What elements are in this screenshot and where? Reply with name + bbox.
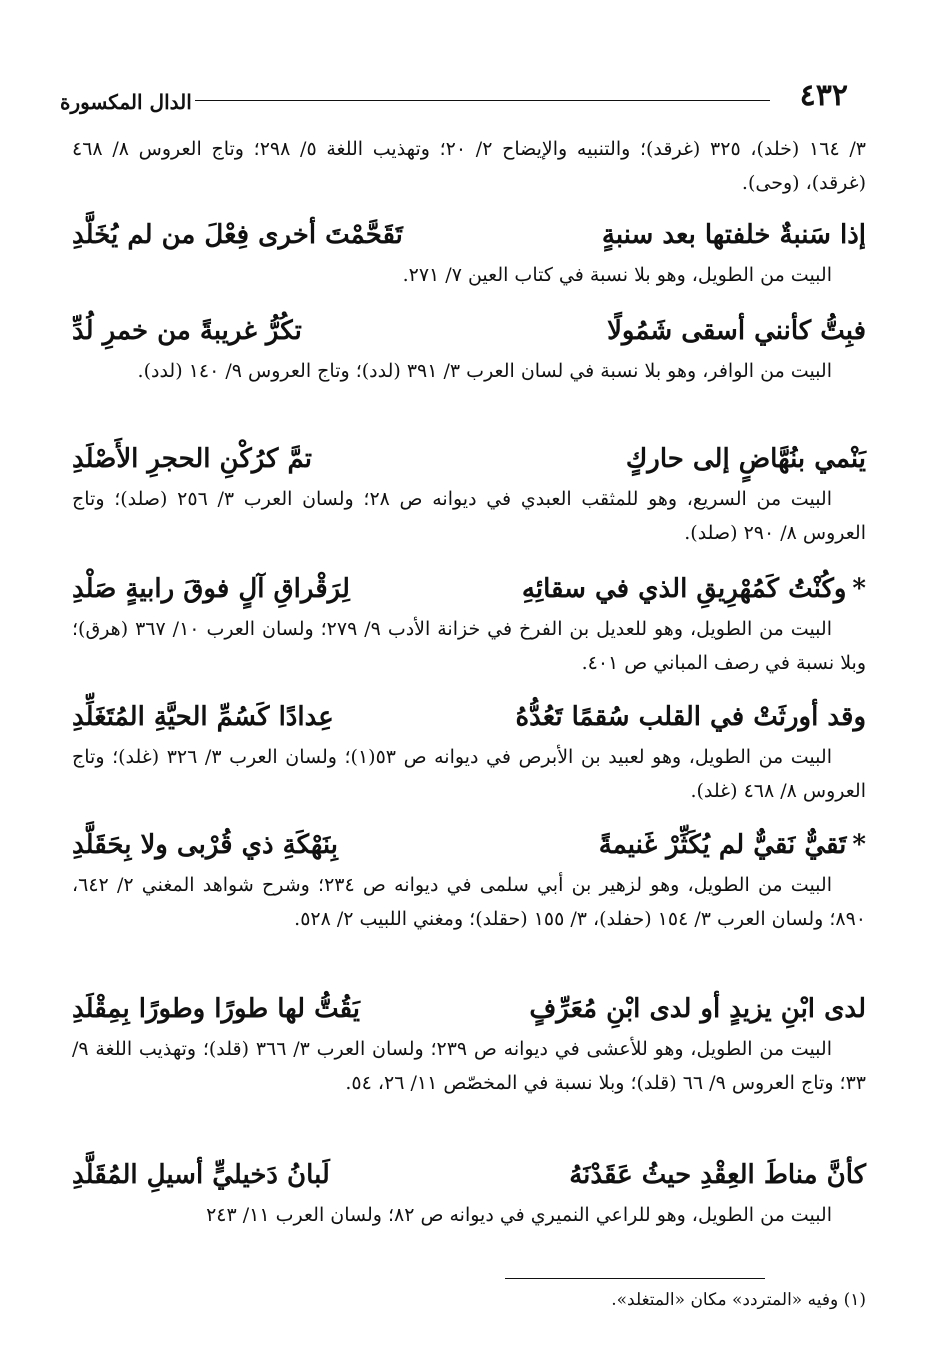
page-header xyxy=(60,78,860,122)
verse-line xyxy=(72,830,866,860)
verse-line xyxy=(72,574,866,604)
verse-entry-3 xyxy=(72,444,866,550)
verse-first-hemistich-text: وكُنْتُ كَمُهْرِيقِ الذي في سقائِهِ xyxy=(521,574,847,604)
page-number: ٤٣٢ xyxy=(799,78,848,113)
verse-line xyxy=(72,444,866,474)
verse-first-hemistich: إذا سَنبةٌ خلفتها بعد سنبةٍ xyxy=(601,220,866,250)
verse-first-hemistich xyxy=(599,830,866,860)
star-marker: * xyxy=(852,574,866,604)
verse-second-hemistich: عِدادًا كَسُمِّ الحيَّةِ المُتَغَلِّدِ xyxy=(72,702,334,732)
verse-second-hemistich: تَقَحَّمْتَ أخرى فِعْلَ من لم يُخَلَّدِ xyxy=(72,220,403,250)
verse-commentary: البيت من الطويل، وهو للراعي النميري في ديوانه ص ٨٢؛ ولسان العرب ١١/ ٢٤٣ xyxy=(206,1204,832,1226)
verse-entry-1 xyxy=(72,220,866,292)
verse-second-hemistich: يَقُتُّ لها طورًا وطورًا بِمِقْلَدِ xyxy=(72,994,360,1024)
verse-entry-5 xyxy=(72,702,866,808)
verse-first-hemistich: لدى ابْنِ يزيدٍ أو لدى ابْنِ مُعَرِّفٍ xyxy=(529,994,866,1024)
verse-second-hemistich: تكُرُّ غريبةً من خمرِ لُدِّ xyxy=(72,316,302,346)
verse-entry-7 xyxy=(72,994,866,1100)
verse-second-hemistich: لِرَقْراقِ آلٍ فوقَ رابيةٍ صَلْدِ xyxy=(72,574,350,604)
verse-commentary: البيت من الطويل، وهو لزهير بن أبي سلمى في ديوانه ص ٢٣٤؛ وشرح شواهد المغني ٢/ ٦٤٢، ٨٩٠؛ ولسان العرب ٣/ ١٥٤ (حفلد)، ٣/ ١٥٥ (حقلد)؛ ومغني اللبيب ٢/ ٥٢٨. xyxy=(72,874,866,930)
footnote: (١) وفيه «المتردد» مكان «المتغلد». xyxy=(611,1290,866,1310)
verse-commentary: البيت من الطويل، وهو لعبيد بن الأبرص في ديوانه ص ٥٣(١)؛ ولسان العرب ٣/ ٣٢٦ (غلد)؛ وتاج العروس ٨/ ٤٦٨ (غلد). xyxy=(72,746,866,802)
star-marker: * xyxy=(852,830,866,860)
verse-second-hemistich: لَبانُ دَخيليٍّ أسيلِ المُقَلَّدِ xyxy=(72,1160,330,1190)
header-rule xyxy=(195,100,770,101)
verse-first-hemistich: يَنْمي بنُهَّاضٍ إلى حاركٍ xyxy=(625,444,866,474)
intro-note-block xyxy=(72,132,866,200)
verse-line xyxy=(72,316,866,346)
verse-line xyxy=(72,702,866,732)
verse-line xyxy=(72,994,866,1024)
intro-note: ٣/ ١٦٤ (خلد)، ٣٢٥ (غرقد)؛ والتنبيه والإيضاح ٢/ ٢٠؛ وتهذيب اللغة ٥/ ٢٩٨؛ وتاج العروس ٨/ ٤٦٨ (غرقد)، (وحى). xyxy=(72,138,866,194)
verse-entry-2 xyxy=(72,316,866,388)
footnote-rule xyxy=(505,1278,765,1279)
verse-first-hemistich: فبِتُّ كأنني أسقى شَمُولًا xyxy=(607,316,866,346)
verse-commentary: البيت من الطويل، وهو بلا نسبة في كتاب العين ٧/ ٢٧١. xyxy=(402,264,832,286)
verse-second-hemistich: تمَّ كرُكْنِ الحجرِ الأَصْلَدِ xyxy=(72,444,313,474)
verse-line xyxy=(72,220,866,250)
verse-first-hemistich: كأنَّ مناطَ العِقْدِ حيثُ عَقَدْنَهُ xyxy=(569,1160,866,1190)
running-title: الدال المكسورة xyxy=(60,90,192,114)
verse-first-hemistich: وقد أورثَتْ في القلب سُقمًا تَعُدُّهُ xyxy=(515,702,866,732)
verse-first-hemistich xyxy=(522,574,866,604)
verse-entry-4 xyxy=(72,574,866,680)
verse-commentary: البيت من الطويل، وهو للعديل بن الفرخ في خزانة الأدب ٩/ ٢٧٩؛ ولسان العرب ١٠/ ٣٦٧ (هرق)؛ وبلا نسبة في رصف المباني ص ٤٠١. xyxy=(72,618,866,674)
verse-commentary: البيت من السريع، وهو للمثقب العبدي في ديوانه ص ٢٨؛ ولسان العرب ٣/ ٢٥٦ (صلد)؛ وتاج العروس ٨/ ٢٩٠ (صلد). xyxy=(72,488,866,544)
verse-second-hemistich: بِنَهْكَةِ ذي قُرْبى ولا بِحَقَلَّدِ xyxy=(72,830,338,860)
verse-entry-6 xyxy=(72,830,866,936)
verse-first-hemistich-text: تَقيٌّ نَقيٌّ لم يُكَثِّرْ غَنيمةً xyxy=(598,830,847,860)
verse-line xyxy=(72,1160,866,1190)
verse-commentary: البيت من الوافر، وهو بلا نسبة في لسان العرب ٣/ ٣٩١ (لدد)؛ وتاج العروس ٩/ ١٤٠ (لدد). xyxy=(137,360,832,382)
verse-commentary: البيت من الطويل، وهو للأعشى في ديوانه ص ٢٣٩؛ ولسان العرب ٣/ ٣٦٦ (قلد)؛ وتهذيب اللغة ٩/ ٣٣؛ وتاج العروس ٩/ ٦٦ (قلد)؛ وبلا نسبة في المخصّص ١١/ ٢٦، ٥٤. xyxy=(72,1038,866,1094)
verse-entry-8 xyxy=(72,1160,866,1232)
